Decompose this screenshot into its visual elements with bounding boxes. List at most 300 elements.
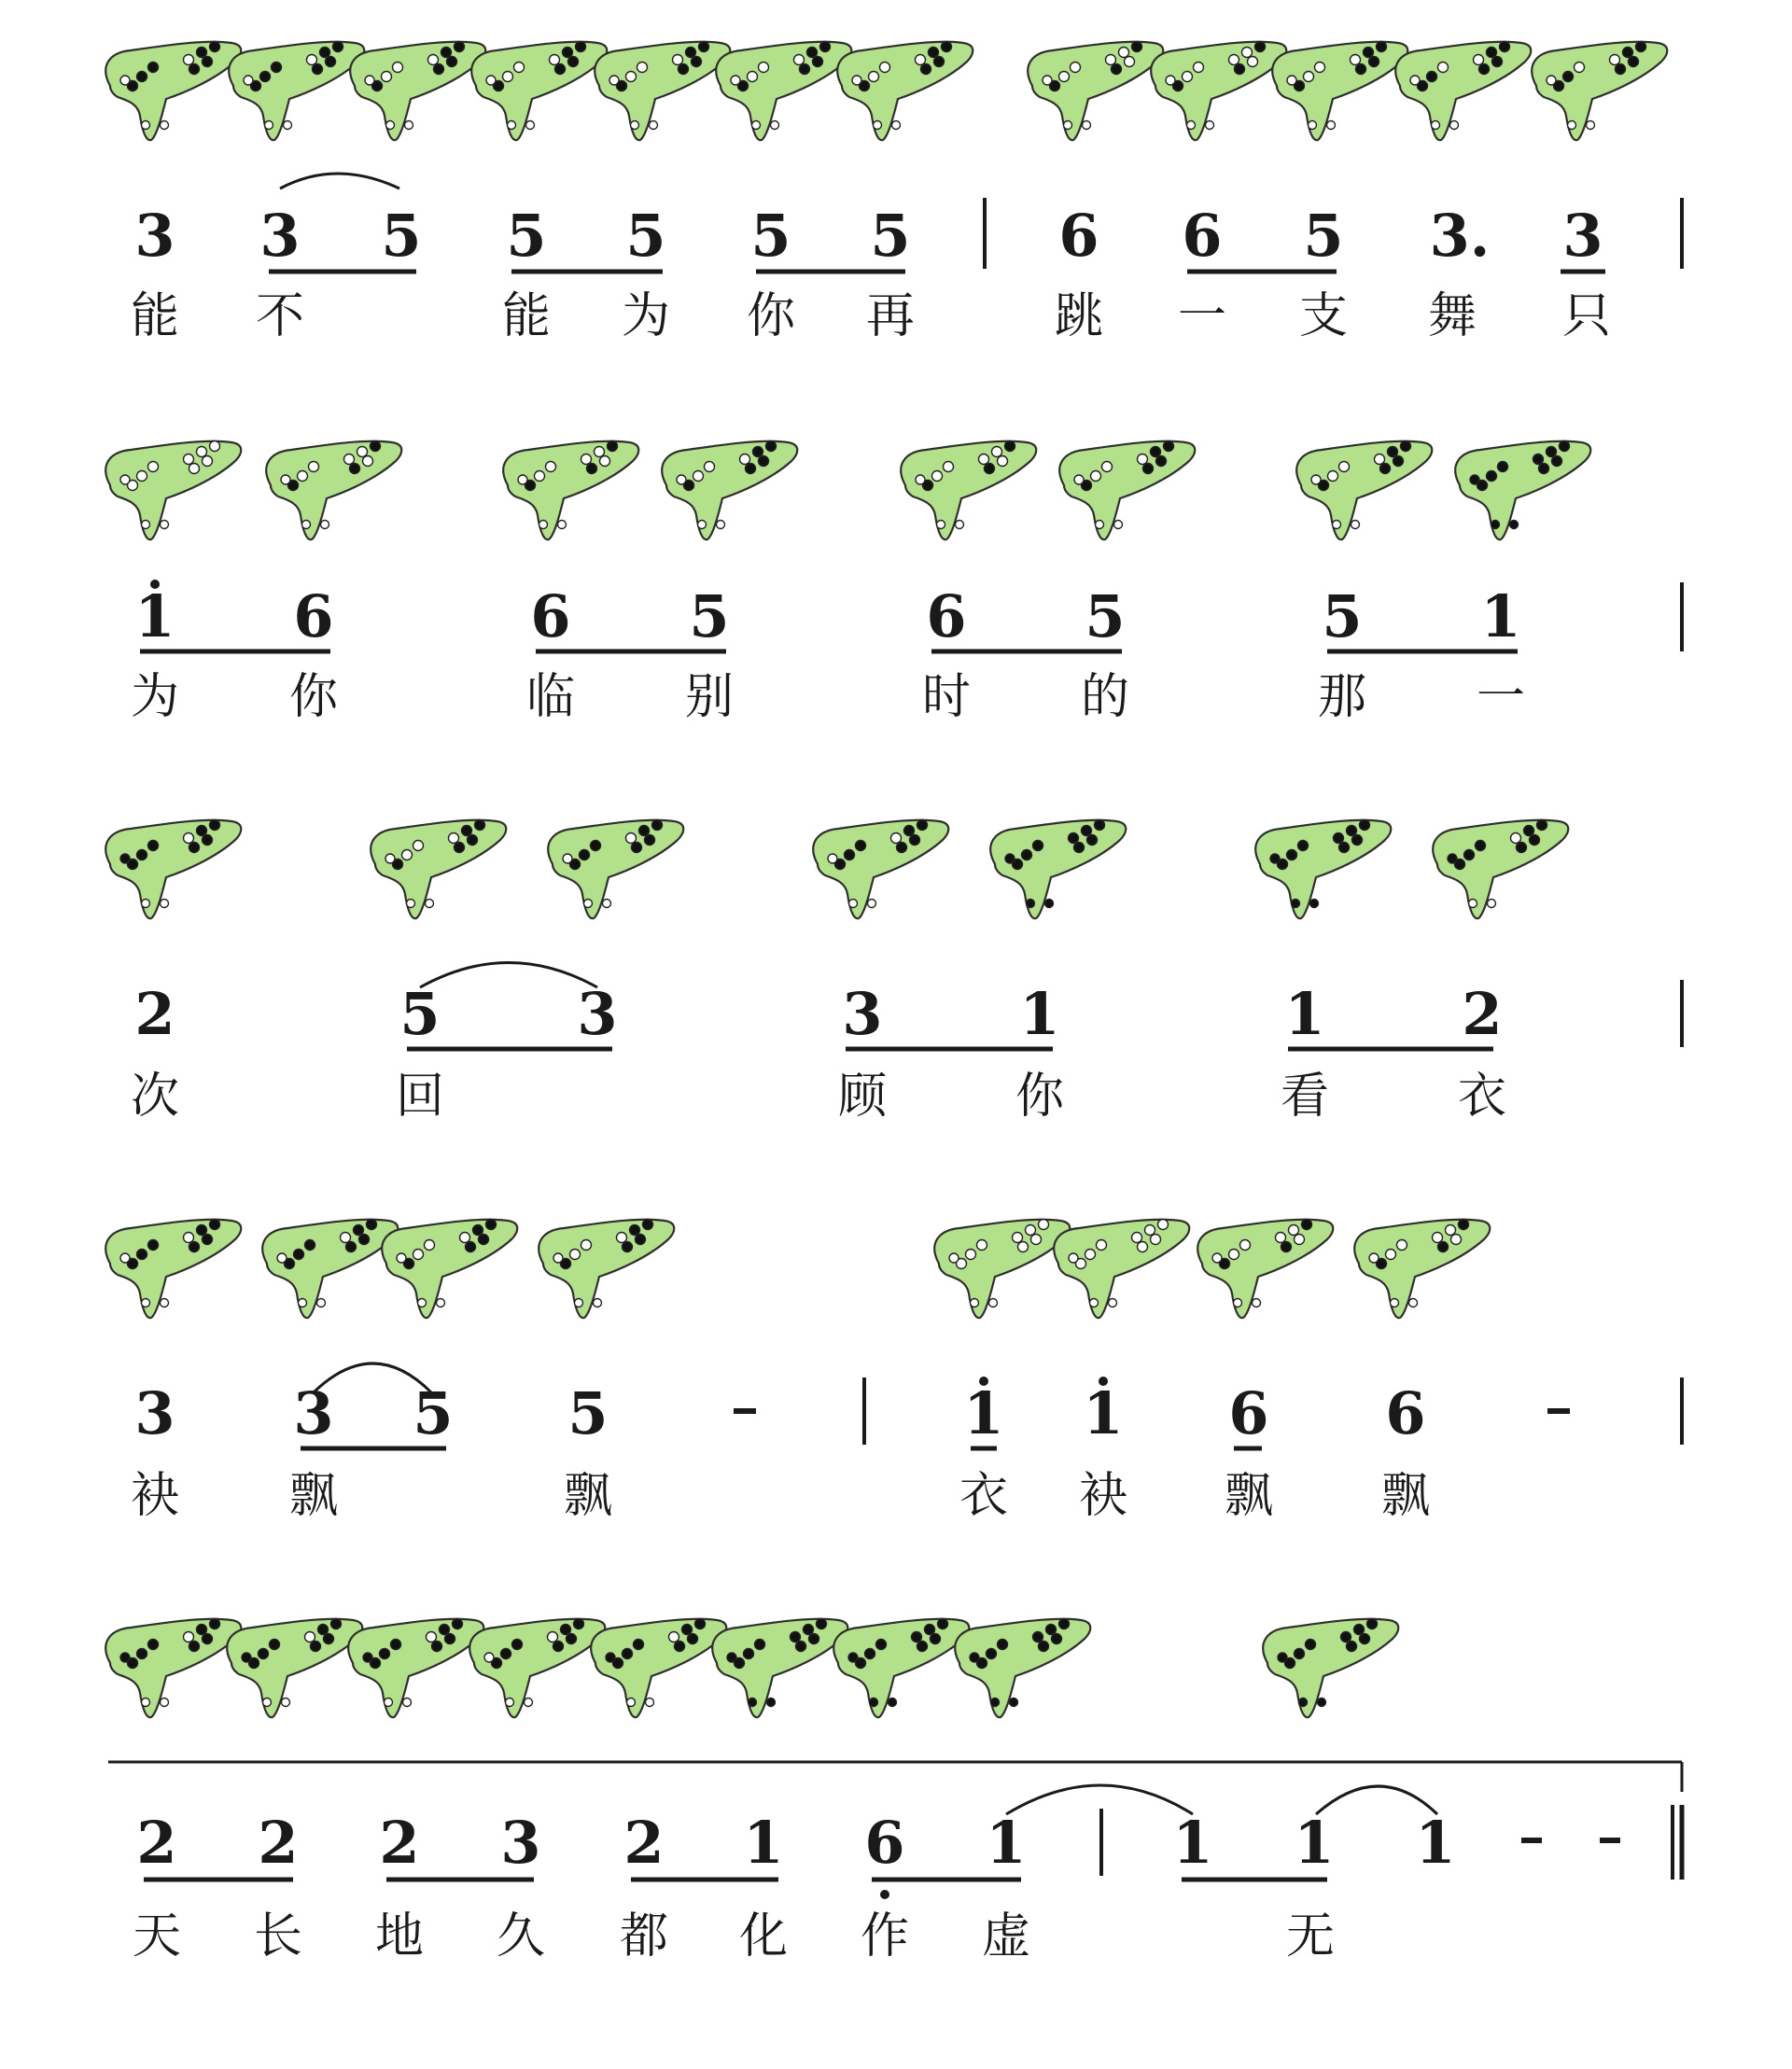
ocarina-fingering-chart xyxy=(934,1220,1070,1319)
note: 3 xyxy=(1562,202,1603,270)
ocarina-hole-open xyxy=(405,121,413,130)
note: 3 xyxy=(134,202,175,270)
ocarina-hole-covered xyxy=(455,42,465,52)
ocarina-hole-covered xyxy=(210,1619,220,1629)
ocarina-hole-open xyxy=(631,121,639,130)
lyric: 的 xyxy=(1080,669,1130,725)
ocarina-hole-open xyxy=(1450,121,1459,130)
note: 5 xyxy=(1322,582,1363,650)
ocarina-body xyxy=(591,1619,726,1717)
ocarina-fingering-chart xyxy=(503,441,638,540)
ocarina-hole-open xyxy=(120,1253,130,1263)
ocarina-hole-open xyxy=(892,121,901,130)
ocarina-body xyxy=(262,1220,398,1318)
lyric: 久 xyxy=(496,1908,546,1964)
ocarina-hole-open xyxy=(1568,121,1576,130)
ocarina-hole-open xyxy=(184,833,194,844)
ocarina-hole-open xyxy=(1474,55,1484,65)
ocarina-hole-covered xyxy=(1082,826,1092,836)
ocarina-hole-open xyxy=(874,121,882,130)
ocarina-hole-open xyxy=(1451,1235,1462,1245)
ocarina-body xyxy=(105,820,241,918)
ocarina-hole-open xyxy=(740,454,750,465)
ocarina-hole-open xyxy=(363,456,373,467)
ocarina-hole-covered xyxy=(1235,64,1245,75)
ocarina-hole-covered xyxy=(1623,48,1633,58)
ocarina-hole-covered xyxy=(942,42,952,52)
ocarina-hole-covered xyxy=(1334,833,1344,844)
ocarina-hole-covered xyxy=(1448,854,1457,863)
ocarina-hole-open xyxy=(407,900,415,908)
note: 6 xyxy=(1182,202,1223,270)
lyric: 一 xyxy=(1476,669,1526,725)
ocarina-hole-open xyxy=(357,447,368,457)
ocarina-hole-open xyxy=(1091,471,1101,482)
ocarina-hole-open xyxy=(1587,121,1595,130)
ocarina-hole-covered xyxy=(189,1242,200,1252)
note: 3 xyxy=(293,1379,334,1447)
ocarina-hole-open xyxy=(1610,55,1620,65)
ocarina-hole-covered xyxy=(466,1242,476,1252)
ocarina-hole-covered xyxy=(563,48,573,58)
ocarina-hole-covered xyxy=(346,1242,357,1252)
ocarina-hole-covered xyxy=(120,1653,130,1662)
ocarina-hole-open xyxy=(137,471,147,482)
note: 1 xyxy=(1294,1809,1335,1877)
ocarina-hole-covered xyxy=(259,1649,269,1659)
ocarina-hole-open xyxy=(1432,121,1440,130)
ocarina-hole-open xyxy=(1039,1220,1049,1230)
ocarina-fingering-chart xyxy=(662,441,797,540)
ocarina-hole-open xyxy=(1183,72,1193,82)
ocarina-hole-open xyxy=(460,1233,470,1243)
ocarina-body xyxy=(1354,1220,1490,1318)
ocarina-body xyxy=(105,42,241,140)
ocarina-hole-open xyxy=(161,121,169,130)
ocarina-hole-open xyxy=(1187,121,1196,130)
ocarina-hole-covered xyxy=(1022,850,1032,860)
ocarina-hole-covered xyxy=(870,1699,878,1707)
ocarina-body xyxy=(227,1619,362,1717)
note: 5 xyxy=(689,582,730,650)
ocarina-hole-covered xyxy=(1500,42,1510,52)
ocarina-hole-open xyxy=(514,63,525,73)
ocarina-hole-covered xyxy=(675,1642,685,1652)
ocarina-fingering-chart xyxy=(990,820,1126,919)
ocarina-body xyxy=(1455,441,1590,539)
ocarina-body xyxy=(1059,441,1195,539)
lyric: 飘 xyxy=(1380,1468,1431,1524)
ocarina-hole-covered xyxy=(137,1250,147,1260)
note: 5 xyxy=(381,202,422,270)
ocarina-hole-open xyxy=(344,454,355,465)
ocarina-hole-open xyxy=(1397,1240,1407,1251)
note: 3 xyxy=(134,1379,175,1447)
ocarina-fingering-chart xyxy=(833,1619,969,1718)
ocarina-hole-open xyxy=(508,121,516,130)
ocarina-hole-covered xyxy=(1560,441,1570,452)
ocarina-fingering-chart xyxy=(1197,1220,1333,1319)
ocarina-hole-open xyxy=(1409,1299,1418,1307)
ocarina-hole-open xyxy=(794,55,805,65)
ocarina-hole-covered xyxy=(555,64,566,75)
ocarina-hole-covered xyxy=(1299,1699,1308,1707)
ocarina-hole-open xyxy=(1351,55,1361,65)
note: 5 xyxy=(399,980,441,1048)
ocarina-hole-covered xyxy=(1360,1634,1370,1644)
ocarina-hole-covered xyxy=(766,441,777,452)
ocarina-fingering-chart xyxy=(1354,1220,1490,1319)
ocarina-fingering-chart xyxy=(105,441,241,540)
ocarina-hole-open xyxy=(966,1250,976,1260)
ocarina-hole-open xyxy=(307,55,317,65)
ocarina-hole-covered xyxy=(1401,441,1411,452)
ocarina-hole-open xyxy=(932,471,943,482)
lyric: 为 xyxy=(130,669,180,725)
ocarina-hole-open xyxy=(1013,1233,1023,1243)
ocarina-hole-covered xyxy=(632,843,642,853)
note: 3 xyxy=(577,980,618,1048)
row-4 xyxy=(105,1220,1682,1525)
ocarina-hole-covered xyxy=(210,820,220,831)
ocarina-row-5 xyxy=(105,1619,1398,1718)
ocarina-hole-covered xyxy=(475,820,485,831)
ocarina-hole-covered xyxy=(917,1642,928,1652)
ocarina-hole-covered xyxy=(1354,1625,1365,1635)
ocarina-hole-covered xyxy=(1533,454,1544,465)
ocarina-hole-open xyxy=(427,1632,437,1643)
ocarina-fingering-chart xyxy=(1028,42,1163,141)
ocarina-hole-open xyxy=(518,475,527,484)
note: 5 xyxy=(567,1379,609,1447)
low-octave-dot xyxy=(880,1890,889,1899)
ocarina-body xyxy=(1532,42,1667,140)
ocarina-fingering-chart xyxy=(382,1220,517,1319)
ocarina-hole-open xyxy=(548,1632,558,1643)
ocarina-hole-covered xyxy=(1487,471,1497,482)
ocarina-fingering-chart xyxy=(350,42,485,141)
note: 1 xyxy=(1083,1379,1124,1447)
ocarina-hole-open xyxy=(120,475,130,484)
ocarina-hole-covered xyxy=(447,57,457,67)
ocarina-hole-open xyxy=(563,854,572,863)
ocarina-hole-covered xyxy=(1360,820,1370,831)
ocarina-hole-open xyxy=(426,900,434,908)
ocarina-hole-covered xyxy=(623,1649,633,1659)
row-1 xyxy=(105,42,1682,345)
ocarina-fingering-chart xyxy=(1532,42,1667,141)
ocarina-hole-open xyxy=(1085,1250,1096,1260)
ocarina-hole-covered xyxy=(1427,72,1437,82)
row-5 xyxy=(105,1619,1682,1965)
ocarina-row-1 xyxy=(105,42,1667,141)
ocarina-hole-covered xyxy=(1046,1625,1057,1635)
ocarina-hole-open xyxy=(992,447,1002,457)
note: 3 xyxy=(842,980,883,1048)
ocarina-hole-open xyxy=(570,1250,581,1260)
ocarina-body xyxy=(539,1220,674,1318)
ocarina-hole-open xyxy=(1276,1233,1286,1243)
ocarina-hole-covered xyxy=(1164,441,1174,452)
ocarina-hole-open xyxy=(184,454,194,465)
ocarina-fingering-chart xyxy=(1059,441,1195,540)
ocarina-hole-covered xyxy=(876,1640,887,1650)
ocarina-hole-open xyxy=(626,72,637,82)
ocarina-fingering-chart xyxy=(348,1619,483,1718)
ocarina-fingering-chart xyxy=(1455,441,1590,540)
note: 6 xyxy=(1228,1379,1269,1447)
ocarina-hole-covered xyxy=(623,1242,633,1252)
ocarina-hole-open xyxy=(413,1250,424,1260)
ocarina-hole-covered xyxy=(606,1653,615,1662)
ocarina-hole-covered xyxy=(1492,57,1503,67)
ocarina-fingering-chart xyxy=(469,1619,605,1718)
ocarina-hole-covered xyxy=(568,57,579,67)
ocarina-hole-covered xyxy=(755,1640,765,1650)
ocarina-hole-covered xyxy=(630,1225,640,1236)
ocarina-hole-covered xyxy=(1552,456,1562,467)
note: 6 xyxy=(926,582,967,650)
ocarina-body xyxy=(371,820,506,918)
ocarina-body xyxy=(1395,42,1531,140)
ocarina-hole-open xyxy=(1327,121,1336,130)
ocarina-hole-covered xyxy=(1010,1699,1018,1707)
ocarina-fingering-chart xyxy=(1395,42,1531,141)
ocarina-body xyxy=(471,42,607,140)
ocarina-hole-covered xyxy=(865,1649,875,1659)
lyric: 天 xyxy=(132,1908,182,1964)
ocarina-hole-open xyxy=(1253,1299,1261,1307)
ocarina-hole-covered xyxy=(1476,841,1486,851)
ocarina-hole-open xyxy=(382,72,392,82)
ocarina-hole-covered xyxy=(1295,1649,1305,1659)
lyric: 作 xyxy=(860,1908,910,1964)
ocarina-hole-covered xyxy=(991,1699,1000,1707)
ocarina-hole-covered xyxy=(925,1625,935,1635)
ocarina-hole-covered xyxy=(817,1619,827,1629)
ocarina-hole-covered xyxy=(580,850,590,860)
ocarina-hole-covered xyxy=(807,48,818,58)
ocarina-hole-covered xyxy=(260,72,271,82)
ocarina-hole-open xyxy=(1287,76,1296,85)
ocarina-hole-open xyxy=(437,1299,445,1307)
ocarina-hole-covered xyxy=(320,48,330,58)
ocarina-hole-covered xyxy=(576,42,586,52)
ocarina-hole-open xyxy=(386,121,395,130)
ocarina-hole-covered xyxy=(1377,42,1387,52)
ocarina-hole-open xyxy=(1106,55,1116,65)
ocarina-hole-open xyxy=(148,462,159,472)
ocarina-hole-open xyxy=(317,1299,326,1307)
ocarina-hole-open xyxy=(1488,900,1496,908)
ocarina-hole-open xyxy=(1242,48,1253,58)
ocarina-hole-open xyxy=(1289,1225,1299,1236)
ocarina-body xyxy=(833,1619,969,1717)
ocarina-hole-open xyxy=(161,900,169,908)
ocarina-hole-open xyxy=(1083,121,1091,130)
ocarina-hole-covered xyxy=(587,464,597,474)
ocarina-hole-open xyxy=(603,900,611,908)
ocarina-hole-covered xyxy=(203,1235,213,1245)
lyric: 顾 xyxy=(837,1069,888,1125)
ocarina-hole-open xyxy=(418,1299,427,1307)
note: 1 xyxy=(134,582,175,650)
lyric: 一 xyxy=(1177,288,1227,344)
ocarina-body xyxy=(548,820,683,918)
ocarina-hole-open xyxy=(1018,1242,1029,1252)
ocarina-hole-covered xyxy=(1341,1632,1351,1643)
ocarina-hole-covered xyxy=(440,1625,450,1635)
ocarina-hole-covered xyxy=(1491,521,1500,529)
ocarina-hole-open xyxy=(1375,454,1385,465)
ocarina-hole-open xyxy=(277,1253,287,1263)
lyric: 不 xyxy=(255,288,305,344)
ocarina-hole-open xyxy=(526,121,535,130)
ocarina-hole-covered xyxy=(324,1634,334,1644)
ocarina-hole-covered xyxy=(845,850,855,860)
ocarina-hole-open xyxy=(609,76,619,85)
ocarina-hole-open xyxy=(402,850,413,860)
ocarina-hole-open xyxy=(771,121,779,130)
lyric: 时 xyxy=(921,669,972,725)
ocarina-body xyxy=(955,1619,1090,1717)
ocarina-hole-covered xyxy=(363,1653,372,1662)
ocarina-hole-covered xyxy=(197,1625,207,1635)
ocarina-body xyxy=(662,441,797,539)
ocarina-hole-covered xyxy=(652,820,663,831)
ocarina-hole-covered xyxy=(987,1649,997,1659)
ocarina-body xyxy=(712,1619,847,1717)
ocarina-hole-open xyxy=(627,1699,636,1707)
ocarina-hole-covered xyxy=(1033,841,1043,851)
ocarina-hole-open xyxy=(403,1699,412,1707)
ocarina-hole-open xyxy=(503,72,513,82)
lyric: 都 xyxy=(619,1908,669,1964)
ocarina-hole-open xyxy=(1240,1240,1251,1251)
lyric: 能 xyxy=(130,288,180,344)
ocarina-hole-covered xyxy=(727,1653,736,1662)
ocarina-hole-covered xyxy=(148,841,159,851)
ocarina-hole-covered xyxy=(455,843,465,853)
ocarina-hole-covered xyxy=(820,42,831,52)
ocarina-fingering-chart xyxy=(1433,820,1568,919)
ocarina-body xyxy=(837,42,973,140)
note: 2 xyxy=(258,1809,299,1877)
ocarina-fingering-chart xyxy=(539,1220,674,1319)
ocarina-body xyxy=(1028,42,1163,140)
lyric: 次 xyxy=(130,1069,180,1125)
ocarina-hole-open xyxy=(1109,1299,1117,1307)
ocarina-hole-open xyxy=(1311,475,1321,484)
ocarina-hole-open xyxy=(971,1299,979,1307)
ocarina-hole-open xyxy=(1145,1225,1155,1236)
ocarina-hole-open xyxy=(546,462,556,472)
ocarina-hole-open xyxy=(203,456,213,467)
ocarina-hole-covered xyxy=(553,1642,564,1652)
ocarina-hole-covered xyxy=(1563,72,1574,82)
lyric: 袂 xyxy=(130,1468,180,1524)
ocarina-hole-open xyxy=(385,854,395,863)
ocarina-hole-covered xyxy=(938,1619,948,1629)
ocarina-hole-covered xyxy=(359,1235,370,1245)
ocarina-hole-covered xyxy=(326,57,336,67)
ocarina-hole-open xyxy=(1102,462,1113,472)
note: 1 xyxy=(1019,980,1060,1048)
ocarina-hole-covered xyxy=(1530,835,1540,846)
lyric: 地 xyxy=(374,1908,425,1964)
ocarina-hole-open xyxy=(265,121,273,130)
lyric: 衣 xyxy=(1457,1069,1507,1125)
ocarina-hole-covered xyxy=(804,1625,814,1635)
ocarina-hole-covered xyxy=(1393,456,1404,467)
ocarina-hole-covered xyxy=(917,820,928,831)
ocarina-hole-covered xyxy=(1095,820,1105,831)
ocarina-hole-covered xyxy=(929,48,939,58)
ocarina-hole-covered xyxy=(197,1225,207,1236)
ocarina-hole-covered xyxy=(679,64,689,75)
ocarina-body xyxy=(105,1619,241,1717)
ocarina-hole-covered xyxy=(1087,835,1098,846)
ocarina-hole-open xyxy=(949,1253,959,1263)
ocarina-hole-open xyxy=(1090,1299,1099,1307)
lyric: 支 xyxy=(1298,288,1349,344)
ocarina-hole-open xyxy=(428,55,439,65)
ocarina-fingering-chart xyxy=(1255,820,1391,919)
ocarina-hole-covered xyxy=(1074,843,1085,853)
ocarina-body xyxy=(813,820,948,918)
ocarina-hole-covered xyxy=(501,1649,511,1659)
note: 2 xyxy=(379,1809,420,1877)
ocarina-hole-open xyxy=(869,72,879,82)
ocarina-hole-covered xyxy=(985,464,995,474)
note: 2 xyxy=(134,980,175,1048)
ocarina-hole-covered xyxy=(1356,64,1366,75)
ocarina-hole-open xyxy=(1158,1220,1169,1230)
ocarina-fingering-chart xyxy=(955,1619,1090,1718)
ocarina-hole-covered xyxy=(574,1619,584,1629)
ocarina-hole-open xyxy=(956,521,964,529)
ocarina-hole-covered xyxy=(791,1632,801,1643)
ocarina-body xyxy=(105,1220,241,1318)
ocarina-hole-open xyxy=(1446,1225,1456,1236)
lyric: 为 xyxy=(621,288,671,344)
ocarina-hole-open xyxy=(1309,121,1317,130)
ocarina-hole-open xyxy=(1206,121,1214,130)
ocarina-body xyxy=(105,441,241,539)
ocarina-hole-covered xyxy=(137,72,147,82)
ocarina-hole-open xyxy=(752,121,761,130)
ocarina-hole-open xyxy=(1151,1235,1161,1245)
ocarina-hole-open xyxy=(1096,521,1104,529)
ocarina-fingering-chart xyxy=(1263,1619,1398,1718)
ocarina-hole-covered xyxy=(148,63,159,73)
ocarina-hole-open xyxy=(1043,76,1052,85)
ocarina-fingering-chart xyxy=(1054,1220,1189,1319)
note: 2 xyxy=(623,1809,665,1877)
ocarina-hole-covered xyxy=(1636,42,1646,52)
ocarina-hole-open xyxy=(731,76,740,85)
ocarina-hole-covered xyxy=(1156,456,1167,467)
note: 1 xyxy=(963,1379,1004,1447)
ocarina-hole-covered xyxy=(699,42,709,52)
ocarina-hole-covered xyxy=(1347,826,1357,836)
ocarina-hole-covered xyxy=(1438,1242,1449,1252)
ocarina-hole-open xyxy=(449,833,459,844)
ocarina-hole-open xyxy=(1304,72,1314,82)
ocarina-hole-covered xyxy=(746,464,756,474)
ocarina-hole-covered xyxy=(767,1699,776,1707)
ocarina-hole-covered xyxy=(371,441,381,452)
